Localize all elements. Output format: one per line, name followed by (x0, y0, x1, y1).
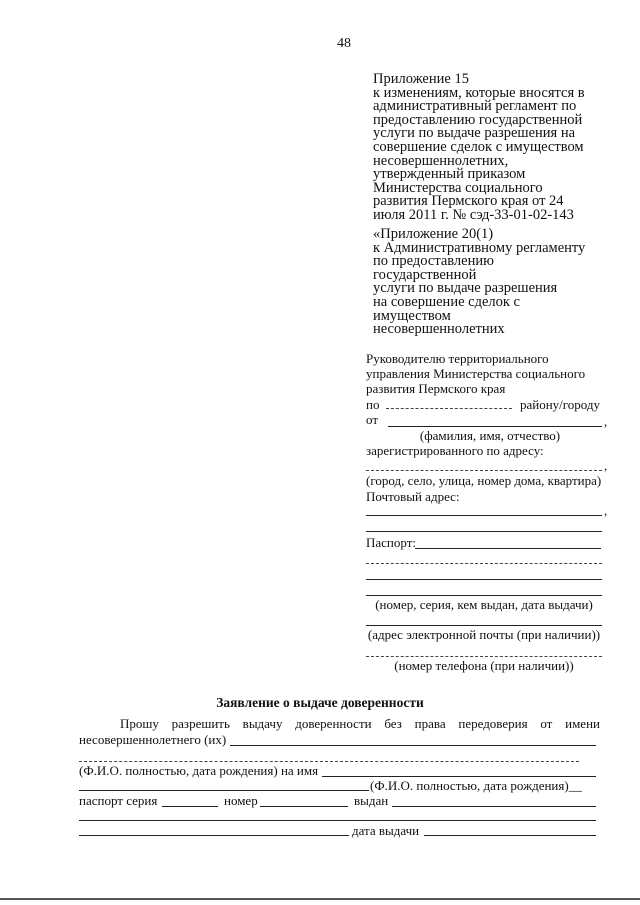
issued-label: выдан (354, 793, 389, 808)
page-number: 48 (337, 36, 351, 51)
appendix-20-line: к Административному регламенту (373, 239, 586, 256)
district-field-line[interactable] (386, 408, 512, 409)
appendix-20-line: имуществом (373, 307, 451, 324)
appendix-20-line: государственной (373, 266, 477, 283)
phone-line[interactable] (366, 656, 602, 657)
number-label: номер (224, 793, 258, 808)
addressee-block (366, 351, 585, 396)
minor-name-line-2[interactable] (79, 761, 579, 762)
district-label: району/городу (520, 397, 601, 412)
po-label: по (366, 397, 380, 412)
issue-date-line[interactable] (424, 835, 596, 836)
passport-series-line[interactable] (162, 806, 218, 807)
appendix-15-line: несовершеннолетних, (373, 152, 509, 169)
appendix-15-line: утвержденный приказом (373, 166, 526, 183)
addressee-line: развития Пермского края (366, 381, 506, 396)
comma: , (604, 414, 608, 429)
person-name-line-2[interactable] (79, 790, 369, 791)
appendix-15-block (373, 73, 613, 223)
address-hint: (город, село, улица, номер дома, квартира) (366, 473, 602, 488)
appendix-15-line: Приложение 15 (373, 71, 469, 87)
postal-label: Почтовый адрес: (366, 489, 460, 504)
person-hint: (Ф.И.О. полностью, дата рождения)__ (370, 778, 582, 793)
addressee-line: Руководителю территориального (366, 351, 549, 366)
addressee-line: управления Министерства социального (366, 366, 586, 381)
passport-hint: (номер, серия, кем выдан, дата выдачи) (375, 597, 593, 612)
appendix-20-line: несовершеннолетних (373, 321, 505, 338)
passport-number-line[interactable] (260, 806, 348, 807)
passport-line-4[interactable] (366, 595, 602, 596)
issued-by-line-2[interactable] (79, 820, 596, 821)
email-line[interactable] (366, 625, 602, 626)
passport-line-2[interactable] (366, 563, 602, 564)
appendix-15-line: к изменениям, которые вносятся в (373, 84, 585, 101)
appendix-15-line: развития Пермского края от 24 (373, 193, 564, 210)
statement-title: Заявление о выдаче доверенности (216, 695, 424, 710)
appendix-20-line: на совершение сделок с (373, 293, 520, 310)
appendix-15-line: Министерства социального (373, 179, 543, 196)
issue-date-label: дата выдачи (352, 823, 420, 838)
passport-label: Паспорт: (366, 535, 417, 550)
minor-name-line[interactable] (230, 745, 596, 746)
phone-hint: (номер телефона (при наличии)) (394, 658, 574, 673)
passport-series-label: паспорт серия (79, 793, 158, 808)
registered-address-line[interactable] (366, 470, 602, 471)
appendix-15-line: июля 2011 г. № сэд-33-01-02-143 (373, 206, 574, 223)
from-label: от (366, 412, 379, 427)
appendix-20-line: по предоставлению (373, 253, 494, 270)
statement-paragraph-line-2: несовершеннолетнего (их) (79, 732, 227, 747)
appendix-20-block (373, 228, 613, 337)
scan-bottom-edge (0, 898, 640, 900)
fio-hint: (фамилия, имя, отчество) (419, 428, 561, 443)
statement-paragraph-line-1: Прошу разрешить выдачу доверенности без права передоверия от имени (120, 716, 600, 731)
from-field-line[interactable] (388, 426, 602, 427)
passport-field-line[interactable] (415, 548, 601, 549)
email-hint: (адрес электронной почты (при наличии)) (367, 627, 601, 642)
appendix-20-line: «Приложение 20(1) (373, 226, 494, 242)
person-name-line[interactable] (322, 776, 596, 777)
issued-by-line-3[interactable] (79, 835, 349, 836)
appendix-15-line: услуги по выдаче разрешения на (373, 125, 576, 142)
appendix-20-line: услуги по выдаче разрешения (373, 280, 558, 297)
postal-address-line-2[interactable] (366, 531, 602, 532)
issued-by-line[interactable] (392, 806, 596, 807)
appendix-15-line: предоставлению государственной (373, 111, 583, 128)
appendix-15-line: совершение сделок с имуществом (373, 138, 584, 155)
comma: , (604, 503, 608, 518)
comma: , (604, 458, 608, 473)
minor-hint: (Ф.И.О. полностью, дата рождения) на имя (79, 763, 319, 778)
registered-label: зарегистрированного по адресу: (366, 443, 544, 458)
passport-line-3[interactable] (366, 579, 602, 580)
postal-address-line[interactable] (366, 515, 602, 516)
appendix-15-line: административный регламент по (373, 98, 577, 115)
